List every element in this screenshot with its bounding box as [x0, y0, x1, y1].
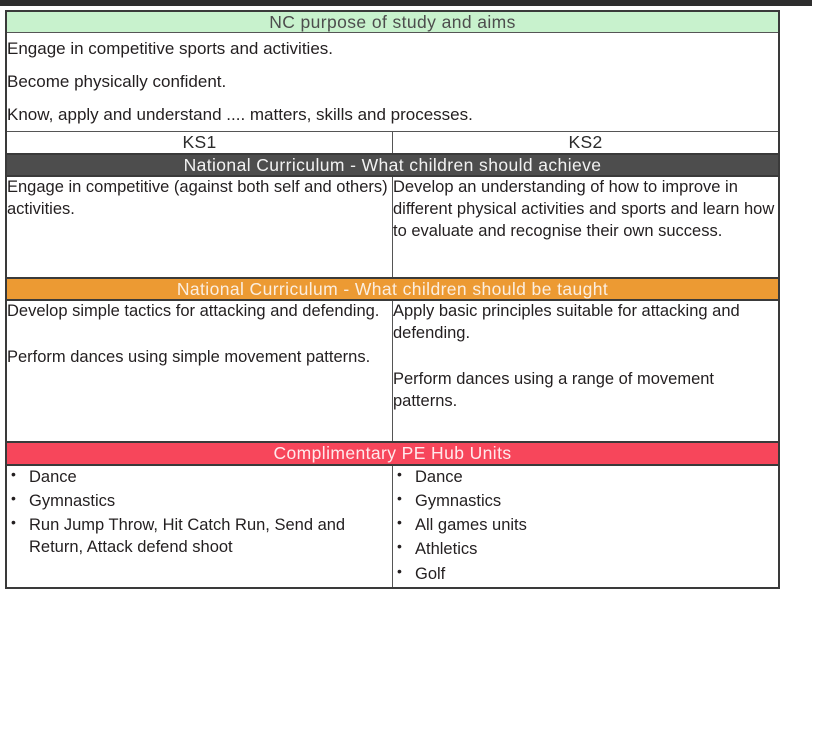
taught-ks1-cell — [6, 300, 393, 442]
table-row-units-body — [6, 465, 779, 588]
table-row-units-banner — [6, 442, 779, 464]
taught-ks2-cell — [393, 300, 780, 442]
banner-nc-purpose: NC purpose of study and aims — [6, 11, 779, 33]
list-item: • Gymnastics — [393, 490, 778, 512]
column-header-ks2: KS2 — [393, 132, 780, 155]
list-item: • Run Jump Throw, Hit Catch Run, Send and Return, Attack defend shoot — [7, 514, 392, 559]
table-row-aims-banner — [6, 11, 779, 33]
table-row-key-stage-headers — [6, 132, 779, 155]
list-item: • All games units — [393, 514, 778, 536]
banner-complimentary-units: Complimentary PE Hub Units — [6, 442, 779, 464]
achieve-ks1-text: Engage in competitive (against both self and others) activities. — [7, 178, 388, 219]
taught-ks1-text-1: Develop simple tactics for attacking and defending. — [7, 302, 380, 321]
units-ks2-cell — [393, 465, 780, 588]
achieve-ks1-cell — [6, 176, 393, 278]
table-row-achieve-body — [6, 176, 779, 278]
list-item: • Golf — [393, 563, 778, 585]
aims-line-2: Become physically confident. — [7, 71, 227, 91]
curriculum-table-wrapper — [5, 10, 780, 589]
list-item: • Dance — [7, 466, 392, 488]
table-row-taught-banner — [6, 278, 779, 300]
taught-ks1-text-2: Perform dances using simple movement patterns. — [7, 348, 371, 367]
top-dark-band — [0, 0, 812, 6]
banner-should-be-taught: National Curriculum - What children should be taught — [6, 278, 779, 300]
banner-should-achieve: National Curriculum - What children should achieve — [6, 154, 779, 176]
taught-ks2-text-2: Perform dances using a range of movement patterns. — [393, 369, 715, 410]
list-item: • Gymnastics — [7, 490, 392, 512]
curriculum-table — [5, 10, 780, 589]
list-item: • Dance — [393, 466, 778, 488]
achieve-ks2-text: Develop an understanding of how to improve in different physical activities and sports and learn how to evaluate and recognise their own success. — [393, 178, 775, 240]
table-row-achieve-banner — [6, 154, 779, 176]
aims-cell — [6, 33, 779, 132]
units-ks1-list — [7, 466, 392, 559]
units-ks2-list — [393, 466, 778, 585]
column-header-ks1: KS1 — [6, 132, 393, 155]
aims-line-3: Know, apply and understand .... matters, skills and processes. — [7, 104, 473, 124]
list-item: • Athletics — [393, 538, 778, 560]
units-ks1-cell — [6, 465, 393, 588]
table-row-aims-body — [6, 33, 779, 132]
aims-line-1: Engage in competitive sports and activities. — [7, 39, 334, 59]
table-row-taught-body — [6, 300, 779, 442]
achieve-ks2-cell — [393, 176, 780, 278]
taught-ks2-text-1: Apply basic principles suitable for attacking and defending. — [393, 302, 740, 343]
